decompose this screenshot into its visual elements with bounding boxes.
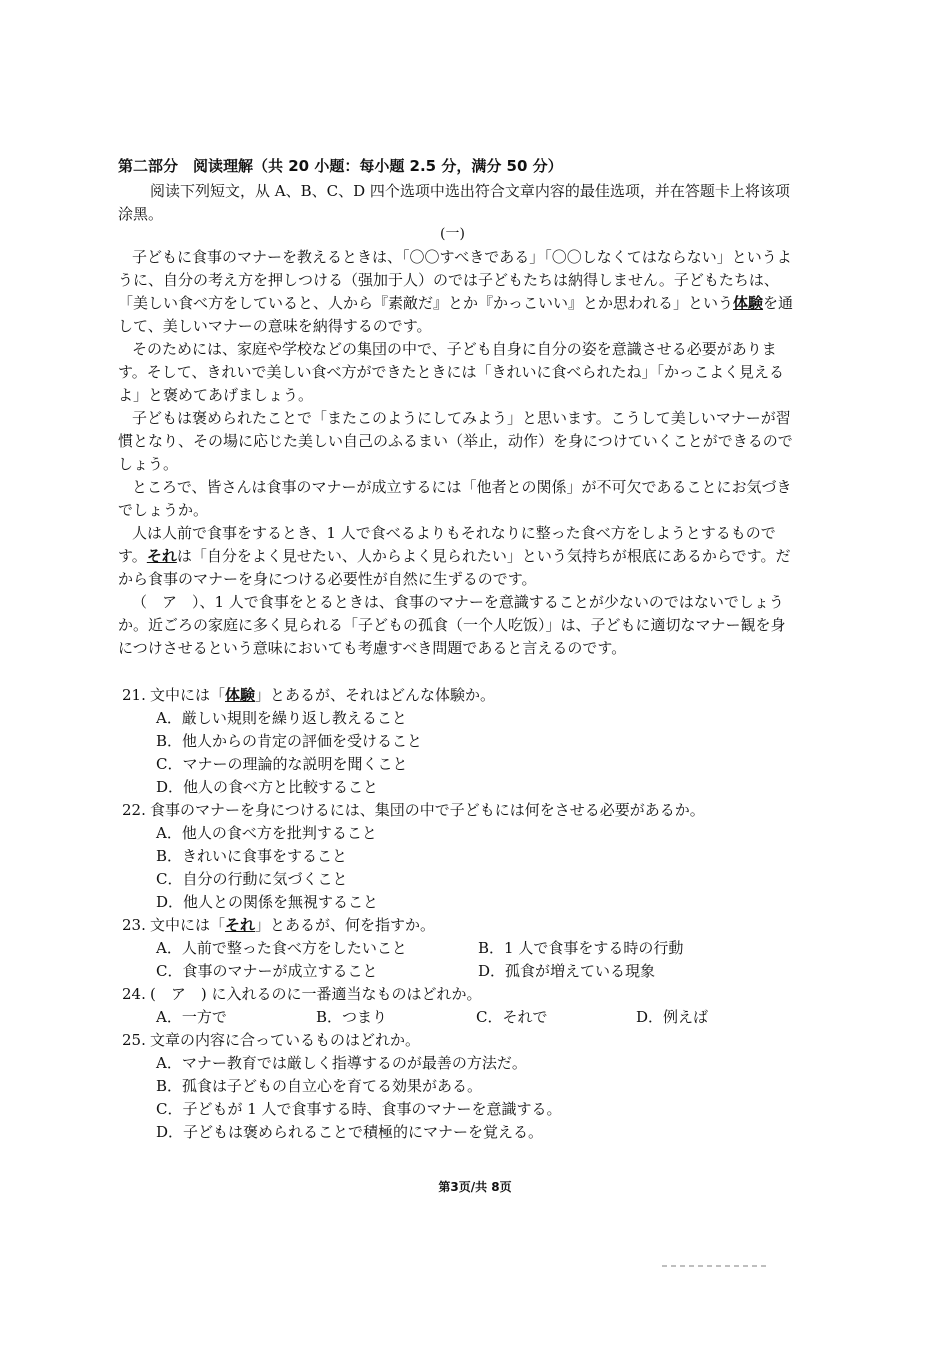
reading-passage [118,246,798,660]
stem-text: 」とあるが、それはどんな体験か。 [255,686,496,704]
question-21 [122,684,802,799]
option-c: C．自分の行動に気づくこと [156,870,348,888]
stem-text: 」とあるが、何を指すか。 [255,916,436,934]
question-23 [122,914,802,983]
option-c: C．マナーの理論的な説明を聞くこと [156,755,408,773]
option-b: B．他人からの肯定の評価を受けること [156,732,423,750]
option-d: D．子どもは褒められることで積極的にマナーを覚える。 [156,1123,544,1141]
option-c: C．子どもが 1 人で食事する時、食事のマナーを意識する。 [156,1100,562,1118]
question-stem [122,1029,802,1052]
stem-text: ( ア ) に入れるのに一番適当なものはどれか。 [150,985,482,1003]
option-b: B．つまり [316,1008,388,1026]
question-number: 23. [122,916,146,934]
question-stem [122,983,802,1006]
option-row [156,937,802,960]
question-stem [122,914,802,937]
passage-paragraph-2: そのためには、家庭や学校などの集団の中で、子ども自身に自分の姿を意識させる必要があります。そして、きれいで美しい食べ方ができたときには「きれいに食べられたね」「かっこよく見えるよ」と褒めてあげましょう。 [118,340,785,404]
question-number: 21. [122,686,146,704]
underlined-term-taiken: 体験 [733,294,764,312]
passage-paragraph-1 [118,246,798,338]
option-d: D．他人の食べ方と比較すること [156,778,379,796]
question-number: 22. [122,801,146,819]
option-c: C．食事のマナーが成立すること [156,962,378,980]
question-stem [122,799,802,822]
option-row [156,960,802,983]
option-a: A．人前で整った食べ方をしたいこと [156,939,407,957]
passage-text: 子どもに食事のマナーを教えるときは、「〇〇すべきである」「〇〇しなくてはならない」というように、自分の考え方を押しつける（强加于人）のでは子どもたちは納得しません。子どもたちは、「美しい食べ方をしていると、人から『素敵だ』とか『かっこいい』とか思われる」という [118,248,792,312]
passage-text: は「自分をよく見せたい、人からよく見られたい」という気持ちが根底にあるからです。だから食事のマナーを身につける必要性が自然に生ずるのです。 [118,547,791,588]
option-d: D．孤食が増えている現象 [478,962,656,980]
question-22 [122,799,802,914]
question-25 [122,1029,802,1144]
scan-artifact [662,1265,768,1267]
stem-text: 文中には「 [150,916,226,934]
option-d: D．他人との関係を無視すること [156,893,379,911]
option-a: A．他人の食べ方を批判すること [156,824,377,842]
option-a: A．一方で [156,1008,227,1026]
question-number: 24. [122,985,146,1003]
question-number: 25. [122,1031,146,1049]
passage-paragraph-4: ところで、皆さんは食事のマナーが成立するには「他者との関係」が不可欠であることにお気づきでしょうか。 [118,478,792,519]
stem-text: 食事のマナーを身につけるには、集団の中で子どもには何をさせる必要があるか。 [150,801,705,819]
passage-text: 人は人前で食事をするとき、1 人で食べるよりもそれなりに整った食べ方をしようとするものです。 [118,524,776,565]
option-a: A．マナー教育では厳しく指導するのが最善の方法だ。 [156,1054,527,1072]
passage-paragraph-5 [118,522,798,591]
option-b: B．きれいに食事をすること [156,847,348,865]
question-stem [122,684,802,707]
stem-underlined-term: それ [225,916,256,934]
question-list [122,684,802,1144]
section-title: 第二部分 阅读理解（共 20 小题：每小题 2.5 分，满分 50 分） [118,157,563,175]
option-row [156,1006,802,1029]
section-instructions: 阅读下列短文，从 A、B、C、D 四个选项中选出符合文章内容的最佳选项，并在答题卡上将该项涂黑。 [118,182,790,223]
underlined-term-sore: それ [146,547,177,565]
passage-paragraph-3: 子どもは褒められたことで「またこのようにしてみよう」と思います。こうして美しいマナーが習慣となり、その場に応じた美しい自己のふるまい（举止，动作）を身につけていくことができるのでしょう。 [118,409,793,473]
passage-paragraph-6: （ ア ）、1 人で食事をとるときは、食事のマナーを意識することが少ないのではないでしょうか。近ごろの家庭に多く見られる「子どもの孤食（一个人吃饭）」は、子どもに適切なマナー観を身につけさせるという意味においても考慮すべき問題であると言えるのです。 [118,593,786,657]
option-b: B．孤食は子どもの自立心を育てる効果がある。 [156,1077,483,1095]
option-c: C．それで [476,1008,548,1026]
option-b: B．1 人で食事をする時の行動 [478,939,684,957]
stem-text: 文章の内容に合っているものはどれか。 [150,1031,421,1049]
page-number: 第3页/共 8页 [438,1180,512,1194]
stem-underlined-term: 体験 [225,686,256,704]
question-24 [122,983,802,1029]
passage-text: を通して、美しいマナーの意味を納得するのです。 [118,294,794,335]
passage-number: (一) [440,226,465,242]
option-d: D．例えば [636,1008,709,1026]
option-a: A．厳しい規則を繰り返し教えること [156,709,407,727]
stem-text: 文中には「 [150,686,226,704]
